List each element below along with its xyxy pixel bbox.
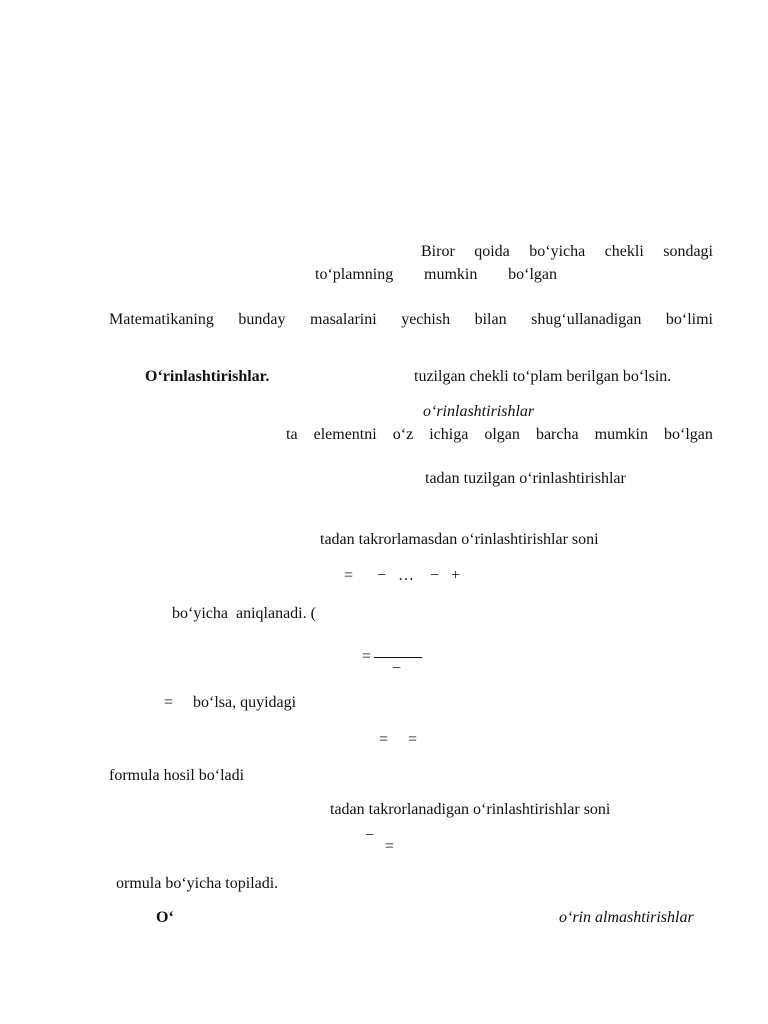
word: qoida: [474, 243, 510, 260]
word: to‘plamning: [315, 266, 394, 283]
word: bilan: [474, 311, 507, 328]
paragraph-line-1: [421, 243, 713, 261]
formula-fraction-equals: =: [362, 648, 372, 665]
word: chekli: [604, 243, 644, 260]
paragraph-line-4: tuzilgan chekli to‘plam berilgan bo‘lsin.: [414, 368, 672, 385]
word: bo‘limi: [665, 311, 713, 328]
paragraph-line-2: [315, 266, 557, 284]
word: Matematikaning: [109, 311, 214, 328]
formula-repeat-equals: =: [385, 838, 395, 855]
word: Biror: [421, 243, 455, 260]
paragraph-line-9: bo‘lsa, quyidagi: [193, 694, 297, 711]
paragraph-line-10: formula hosil bo‘ladi: [109, 767, 245, 784]
formula-inline-equals: =: [164, 694, 174, 711]
formula-special-case: = =: [379, 731, 418, 748]
word: bo‘lgan: [664, 426, 713, 443]
formula-repeat-minus: −: [365, 827, 375, 844]
word: yechish: [401, 311, 451, 328]
word: masalarini: [310, 311, 377, 328]
word: bo‘yicha: [529, 243, 586, 260]
italic-term-permutations: o‘rin almashtirishlar: [559, 909, 694, 926]
fraction-bar: [374, 657, 422, 658]
word: sondagi: [663, 243, 713, 260]
word: o‘z: [392, 426, 414, 443]
paragraph-line-3: [109, 311, 713, 329]
paragraph-line-6: tadan tuzilgan o‘rinlashtirishlar: [425, 470, 626, 487]
paragraph-line-5: [286, 426, 713, 444]
word: ta: [286, 426, 298, 443]
word: olgan: [484, 426, 520, 443]
formula-fraction-denominator: −: [392, 660, 402, 677]
word: elementni: [313, 426, 377, 443]
word: bunday: [238, 311, 286, 328]
word: ichiga: [429, 426, 469, 443]
formula-placements-count: = − … − +: [344, 567, 461, 584]
paragraph-line-8: bo‘yicha aniqlanadi. (: [172, 605, 316, 622]
word: mumkin: [594, 426, 648, 443]
word: bo‘lgan: [508, 266, 557, 283]
section-heading-permutations: O‘: [156, 909, 174, 926]
paragraph-line-11: tadan takrorlanadigan o‘rinlashtirishlar soni: [330, 801, 611, 818]
paragraph-line-7: tadan takrorlamasdan o‘rinlashtirishlar soni: [320, 531, 599, 548]
italic-term: o‘rinlashtirishlar: [423, 403, 535, 420]
word: shug‘ullanadigan: [531, 311, 642, 328]
paragraph-line-12: ormula bo‘yicha topiladi.: [116, 875, 279, 892]
word: mumkin: [424, 266, 478, 283]
word: barcha: [535, 426, 579, 443]
section-heading-placements: O‘rinlashtirishlar.: [145, 368, 270, 385]
